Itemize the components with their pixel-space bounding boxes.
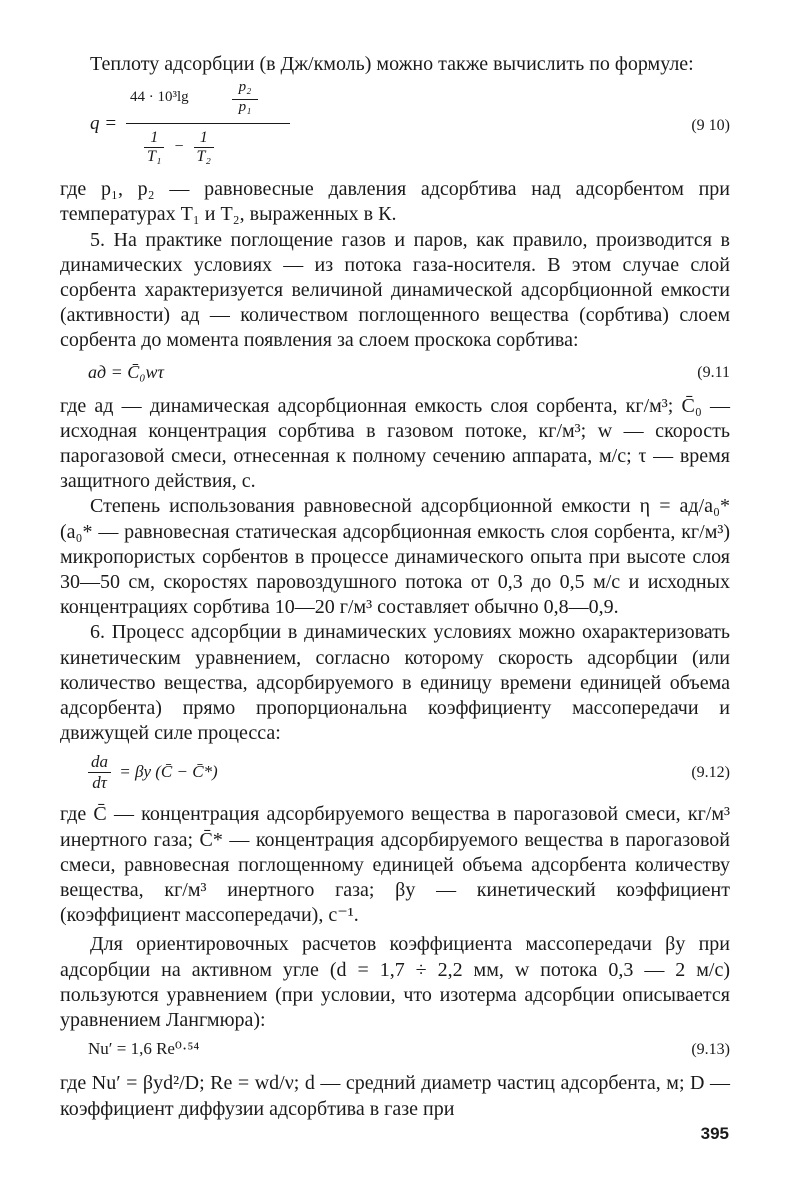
paragraph-where-2: где aд — динамическая адсорбционная емкость слоя сорбента, кг/м³; C̄₀ — исходная концентрация сорбтива в газовом потоке, кг/м³; w — скорость парогазовой смеси, отнесенная к полному сечению аппарата, м/с; τ — время защитного действия, с. bbox=[60, 394, 730, 493]
eq-fraction: $\frac{da}{d\tau}$ = βy (C̄ − C̄*) bbox=[88, 752, 218, 793]
paragraph-6: 6. Процесс адсорбции в динамических условиях можно охарактеризовать кинетическим уравнением, согласно которому скорость адсорбции (или количество вещества, адсорбируемого в единицу времени единицей объема адсорбента) прямо пропорциональна коэффициенту массопередачи и движущей силе процесса: bbox=[60, 621, 730, 745]
equation-9-10 bbox=[60, 79, 730, 171]
equation-9-13 bbox=[60, 1037, 730, 1067]
eq-denominator: $\frac{1}{\text{T₁}}$ − $\frac{1}{\text{T₂}}$ bbox=[144, 129, 214, 166]
eq-p1: p₁ bbox=[238, 99, 252, 116]
equation-9-11 bbox=[60, 360, 730, 390]
eq-numerator-coef: 44 · 10³lg bbox=[130, 89, 189, 106]
paragraph-where-1: где p₁, p₂ — равновесные давления адсорбтива над адсорбентом при температурах T₁ и T₂, выраженных в К. bbox=[60, 178, 730, 226]
eq-number: (9.11 bbox=[697, 363, 730, 381]
paragraph-5: 5. На практике поглощение газов и паров, как правило, производится в динамических условиях — из потока газа-носителя. В этом случае слой сорбента характеризуется величиной динамической адсорбционной емкости (активности) aд — количеством поглощенного вещества (сорбтива) слоем сорбента до момента появления за слоем проскока сорбтива: bbox=[60, 228, 730, 352]
eq-number: (9.12) bbox=[691, 764, 730, 782]
paragraph-where-3: где C̄ — концентрация адсорбируемого вещества в парогазовой смеси, кг/м³ инертного газа; C̄* — концентрация адсорбируемого вещества в парогазовой смеси, равновесная поглощенному единицей объема адсорбента количеству вещества, кг/м³ инертного газа; βy — кинетический коэффициент (коэффициент массопередачи), с⁻¹. bbox=[60, 803, 730, 927]
paragraph-where-4: где Nu′ = βyd²/D; Re = wd/ν; d — средний диаметр частиц адсорбента, м; D — коэффициент диффузии адсорбтива в газе при bbox=[60, 1072, 730, 1120]
paragraph-degree: Степень использования равновесной адсорбционной емкости η = aд/a₀* (a₀* — равновесная статическая адсорбционная емкость слоя сорбента, кг/м³) микропористых сорбентов в процессе динамического опыта при высоте слоя 30—50 см, скоростях паровоздушного потока от 0,3 до 0,5 м/с и исходных концентрациях сорбтива 10—20 г/м³ составляет обычно 0,8—0,9. bbox=[60, 495, 730, 619]
eq-text: Nu′ = 1,6 Re⁰·⁵⁴ bbox=[88, 1039, 200, 1059]
paragraph-intro: Теплоту адсорбции (в Дж/кмоль) можно также вычислить по формуле: bbox=[90, 53, 694, 75]
eq-p2: p₂ bbox=[238, 79, 252, 96]
equation-9-12 bbox=[60, 750, 730, 798]
eq-number: (9.13) bbox=[691, 1041, 730, 1059]
eq-text: aд = C̄₀wτ bbox=[88, 361, 164, 382]
eq-number: (9 10) bbox=[691, 117, 730, 135]
eq-main-bar bbox=[126, 123, 290, 124]
page-number: 395 bbox=[700, 1124, 729, 1143]
eq-lhs: q = bbox=[90, 113, 118, 135]
page-body bbox=[60, 52, 730, 1122]
paragraph-rough: Для ориентировочных расчетов коэффициента массопередачи βy при адсорбции на активном угле (d = 1,7 ÷ 2,2 мм, w потока 0,3 — 2 м/с) пользуются уравнением (при условии, что изотерма адсорбции описывается уравнением Лангмюра): bbox=[60, 933, 730, 1032]
